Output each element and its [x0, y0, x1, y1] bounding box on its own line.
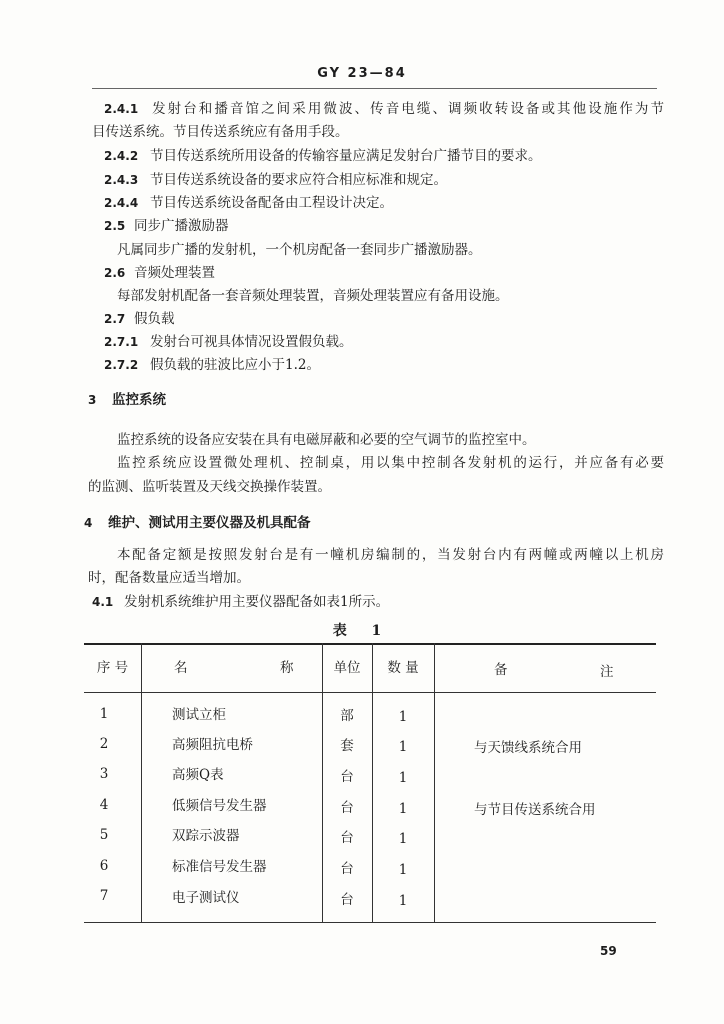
- section-3-heading: [88, 390, 166, 410]
- clause-2-4-1: [104, 99, 664, 119]
- clause-text: 音频处理装置: [134, 265, 215, 281]
- clause-text: 节目传送系统设备配备由工程设计决定。: [150, 195, 393, 211]
- clause-number: 2.5: [104, 219, 126, 233]
- header-name-left: 名: [174, 660, 188, 676]
- clause-text: 节目传送系统设备的要求应符合相应标准和规定。: [150, 172, 447, 188]
- clause-2-5-body: [117, 240, 482, 260]
- page-number: 59: [600, 944, 617, 958]
- row-remark: 与天馈线系统合用: [474, 740, 582, 756]
- row-name: 高频阻抗电桥: [172, 737, 253, 753]
- row-unit: 部: [340, 708, 354, 724]
- row-qty: 1: [398, 862, 408, 878]
- table-top-rule: [84, 643, 656, 645]
- clause-number: 4.1: [92, 595, 114, 609]
- clause-text: 节目传送系统所用设备的传输容量应满足发射台广播节目的要求。: [150, 148, 542, 164]
- clause-text: 目传送系统。节目传送系统应有备用手段。: [92, 124, 349, 140]
- clause-text: 凡属同步广播的发射机，一个机房配备一套同步广播激励器。: [117, 242, 482, 258]
- section-4-heading: [84, 513, 311, 533]
- row-name: 低频信号发生器: [172, 798, 267, 814]
- paragraph-text: 本配备定额是按照发射台是有一幢机房编制的，当发射台内有两幢或两幢以上机房: [117, 547, 664, 563]
- row-name: 双踪示波器: [172, 828, 240, 844]
- row-remark: 与节目传送系统合用: [474, 802, 596, 818]
- paragraph-text: 的监测、监听装置及天线交换操作装置。: [88, 479, 331, 495]
- clause-2-4-3: [104, 170, 447, 190]
- section-4-para-1: [117, 545, 664, 565]
- header-remark-left: 备: [494, 662, 508, 678]
- col-divider: [141, 643, 142, 922]
- row-seq: 2: [99, 736, 109, 752]
- row-seq: 7: [99, 888, 109, 904]
- standard-code-header: GY 23—84: [317, 66, 407, 81]
- row-unit: 台: [340, 769, 354, 785]
- clause-2-5: [104, 216, 229, 236]
- row-unit: 台: [340, 861, 354, 877]
- header-seq: 序 号: [96, 660, 129, 676]
- row-qty: 1: [398, 801, 408, 817]
- row-unit: 套: [340, 738, 354, 754]
- row-seq: 3: [99, 766, 109, 782]
- header-remark-right: 注: [600, 664, 614, 680]
- row-seq: 4: [99, 797, 109, 813]
- header-name-right: 称: [280, 660, 294, 676]
- clause-4-1: [92, 592, 389, 612]
- row-seq: 5: [99, 827, 109, 843]
- clause-text: 发射台可视具体情况设置假负载。: [150, 334, 353, 350]
- clause-text: 同步广播激励器: [134, 218, 229, 234]
- section-3-para-2-cont: [88, 477, 331, 497]
- clause-number: 2.4.1: [104, 102, 139, 116]
- clause-number: 2.7.1: [104, 335, 139, 349]
- section-title: 监控系统: [112, 392, 166, 408]
- clause-2-7-1: [104, 332, 353, 352]
- paragraph-text: 监控系统的设备应安装在具有电磁屏蔽和必要的空气调节的监控室中。: [117, 432, 536, 448]
- clause-2-6: [104, 263, 215, 283]
- clause-2-6-body: [117, 286, 509, 306]
- table-header-rule: [84, 692, 656, 693]
- header-unit: 单位: [333, 660, 361, 676]
- section-number: 3: [88, 393, 97, 407]
- row-qty: 1: [398, 893, 408, 909]
- clause-text: 发射机系统维护用主要仪器配备如表1所示。: [124, 594, 390, 610]
- row-unit: 台: [340, 800, 354, 816]
- clause-text: 发射台和播音馆之间采用微波、传音电缆、调频收转设备或其他设施作为节: [150, 101, 664, 117]
- clause-number: 2.4.2: [104, 149, 139, 163]
- section-3-para-1: [117, 430, 536, 450]
- row-qty: 1: [398, 739, 408, 755]
- row-name: 标准信号发生器: [172, 859, 267, 875]
- clause-text: 假负载的驻波比应小于1.2。: [150, 357, 320, 373]
- clause-text: 每部发射机配备一套音频处理装置，音频处理装置应有备用设施。: [117, 288, 509, 304]
- row-name: 电子测试仪: [172, 890, 240, 906]
- clause-text: 假负载: [134, 311, 175, 327]
- section-number: 4: [84, 516, 93, 530]
- clause-number: 2.6: [104, 266, 126, 280]
- clause-2-4-1-cont: [92, 122, 349, 142]
- row-qty: 1: [398, 831, 408, 847]
- row-qty: 1: [398, 709, 408, 725]
- row-name: 高频Q表: [172, 767, 224, 783]
- section-4-para-1-cont: [88, 568, 250, 588]
- row-seq: 1: [99, 706, 109, 722]
- clause-number: 2.7: [104, 312, 126, 326]
- clause-2-4-2: [104, 146, 542, 166]
- row-name: 测试立柜: [172, 707, 226, 723]
- table-bottom-rule: [84, 922, 656, 923]
- row-unit: 台: [340, 830, 354, 846]
- row-seq: 6: [99, 858, 109, 874]
- col-divider: [434, 643, 435, 922]
- header-qty: 数 量: [387, 660, 419, 676]
- row-unit: 台: [340, 892, 354, 908]
- clause-number: 2.4.4: [104, 196, 139, 210]
- clause-number: 2.4.3: [104, 173, 139, 187]
- clause-2-7-2: [104, 355, 320, 375]
- header-rule: [92, 88, 657, 89]
- paragraph-text: 监控系统应设置微处理机、控制桌，用以集中控制各发射机的运行，并应备有必要: [117, 455, 664, 471]
- clause-2-4-4: [104, 193, 393, 213]
- clause-2-7: [104, 309, 175, 329]
- paragraph-text: 时，配备数量应适当增加。: [88, 570, 250, 586]
- table-title: 表 1: [332, 623, 392, 639]
- section-3-para-2: [117, 453, 664, 473]
- clause-number: 2.7.2: [104, 358, 139, 372]
- row-qty: 1: [398, 770, 408, 786]
- section-title: 维护、测试用主要仪器及机具配备: [108, 515, 311, 531]
